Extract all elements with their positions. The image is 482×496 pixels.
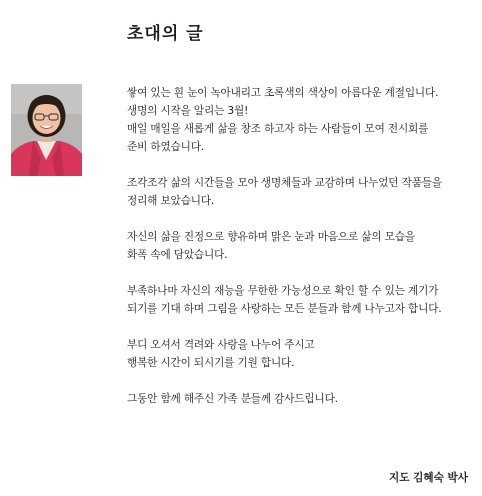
paragraph — [127, 390, 472, 408]
text-line: 매일 매일을 새롭게 삶을 창조 하고자 하는 사람들이 모여 전시회를 — [127, 123, 429, 135]
text-line: 조각조각 삶의 시간들을 모아 생명체들과 교감하며 나누었던 작품들을 — [127, 177, 442, 189]
paragraph — [127, 282, 472, 318]
text-line: 그동안 함께 해주신 가족 분들께 감사드립니다. — [127, 393, 338, 405]
text-line: 정리해 보았습니다. — [127, 195, 215, 207]
text-line: 화폭 속에 담았습니다. — [127, 249, 228, 261]
paragraph — [127, 84, 472, 156]
paragraph — [127, 228, 472, 264]
portrait-photo — [11, 84, 82, 176]
text-line: 쌓여 있는 흰 눈이 녹아내리고 초록색의 색상이 아름다운 계절입니다. — [127, 87, 439, 99]
text-line: 부디 오셔서 격려와 사랑을 나누어 주시고 — [127, 339, 315, 351]
text-line: 생명의 시작을 알리는 3월! — [127, 105, 249, 117]
signature: 지도 김혜숙 박사 — [388, 472, 468, 484]
text-line: 부족하나마 자신의 재능을 무한한 가능성으로 확인 할 수 있는 계기가 — [127, 285, 439, 297]
text-line: 준비 하였습니다. — [127, 141, 205, 153]
invitation-body — [127, 84, 472, 426]
text-line: 행복한 시간이 되시기를 기원 합니다. — [127, 357, 295, 369]
text-line: 자신의 삶을 진정으로 향유하며 맑은 눈과 마음으로 삶의 모습을 — [127, 231, 415, 243]
paragraph — [127, 174, 472, 210]
page-title: 초대의 글 — [127, 24, 204, 45]
text-line: 되기를 기대 하며 그림을 사랑하는 모든 분들과 함께 나누고자 합니다. — [127, 303, 442, 315]
paragraph — [127, 336, 472, 372]
